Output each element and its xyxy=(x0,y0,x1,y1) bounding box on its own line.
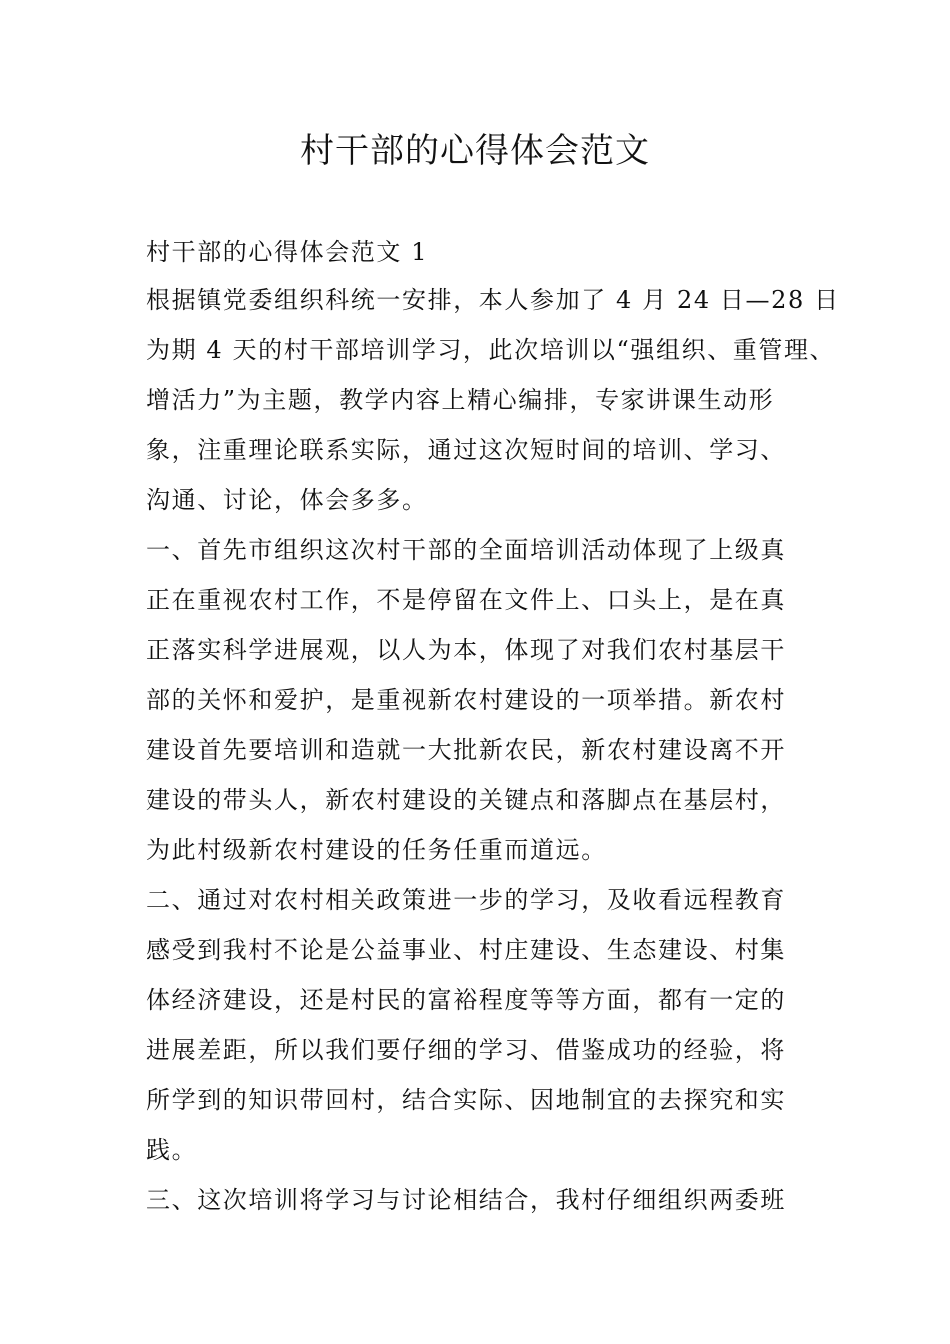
paragraph-line: 为期 4 天的村干部培训学习，此次培训以“强组织、重管理、 xyxy=(146,336,836,364)
paragraph-line: 三、这次培训将学习与讨论相结合，我村仔细组织两委班 xyxy=(146,1186,786,1214)
paragraph-line: 进展差距，所以我们要仔细的学习、借鉴成功的经验，将 xyxy=(146,1036,786,1064)
paragraph-line: 沟通、讨论，体会多多。 xyxy=(146,486,428,514)
paragraph-line: 增活力”为主题，教学内容上精心编排，专家讲课生动形 xyxy=(146,386,775,414)
paragraph-line: 践。 xyxy=(146,1136,198,1164)
paragraph-line: 一、首先市组织这次村干部的全面培训活动体现了上级真 xyxy=(146,536,786,564)
paragraph-line: 象，注重理论联系实际，通过这次短时间的培训、学习、 xyxy=(146,436,786,464)
paragraph-line: 体经济建设，还是村民的富裕程度等等方面，都有一定的 xyxy=(146,986,786,1014)
paragraph-line: 二、通过对农村相关政策进一步的学习，及收看远程教育 xyxy=(146,886,786,914)
paragraph-line: 根据镇党委组织科统一安排，本人参加了 4 月 24 日—28 日 xyxy=(146,286,840,314)
paragraph-line: 所学到的知识带回村，结合实际、因地制宜的去探究和实 xyxy=(146,1086,786,1114)
document-title: 村干部的心得体会范文 xyxy=(300,131,650,171)
paragraph-line: 建设首先要培训和造就一大批新农民，新农村建设离不开 xyxy=(146,736,786,764)
paragraph-line: 部的关怀和爱护，是重视新农村建设的一项举措。新农村 xyxy=(146,686,786,714)
paragraph-line: 感受到我村不论是公益事业、村庄建设、生态建设、村集 xyxy=(146,936,786,964)
paragraph-line: 正在重视农村工作，不是停留在文件上、口头上，是在真 xyxy=(146,586,786,614)
paragraph-line: 建设的带头人，新农村建设的关键点和落脚点在基层村， xyxy=(146,786,786,814)
paragraph-line: 正落实科学进展观，以人为本，体现了对我们农村基层干 xyxy=(146,636,786,664)
paragraph-line: 为此村级新农村建设的任务任重而道远。 xyxy=(146,836,607,864)
section-heading: 村干部的心得体会范文 1 xyxy=(146,238,429,266)
